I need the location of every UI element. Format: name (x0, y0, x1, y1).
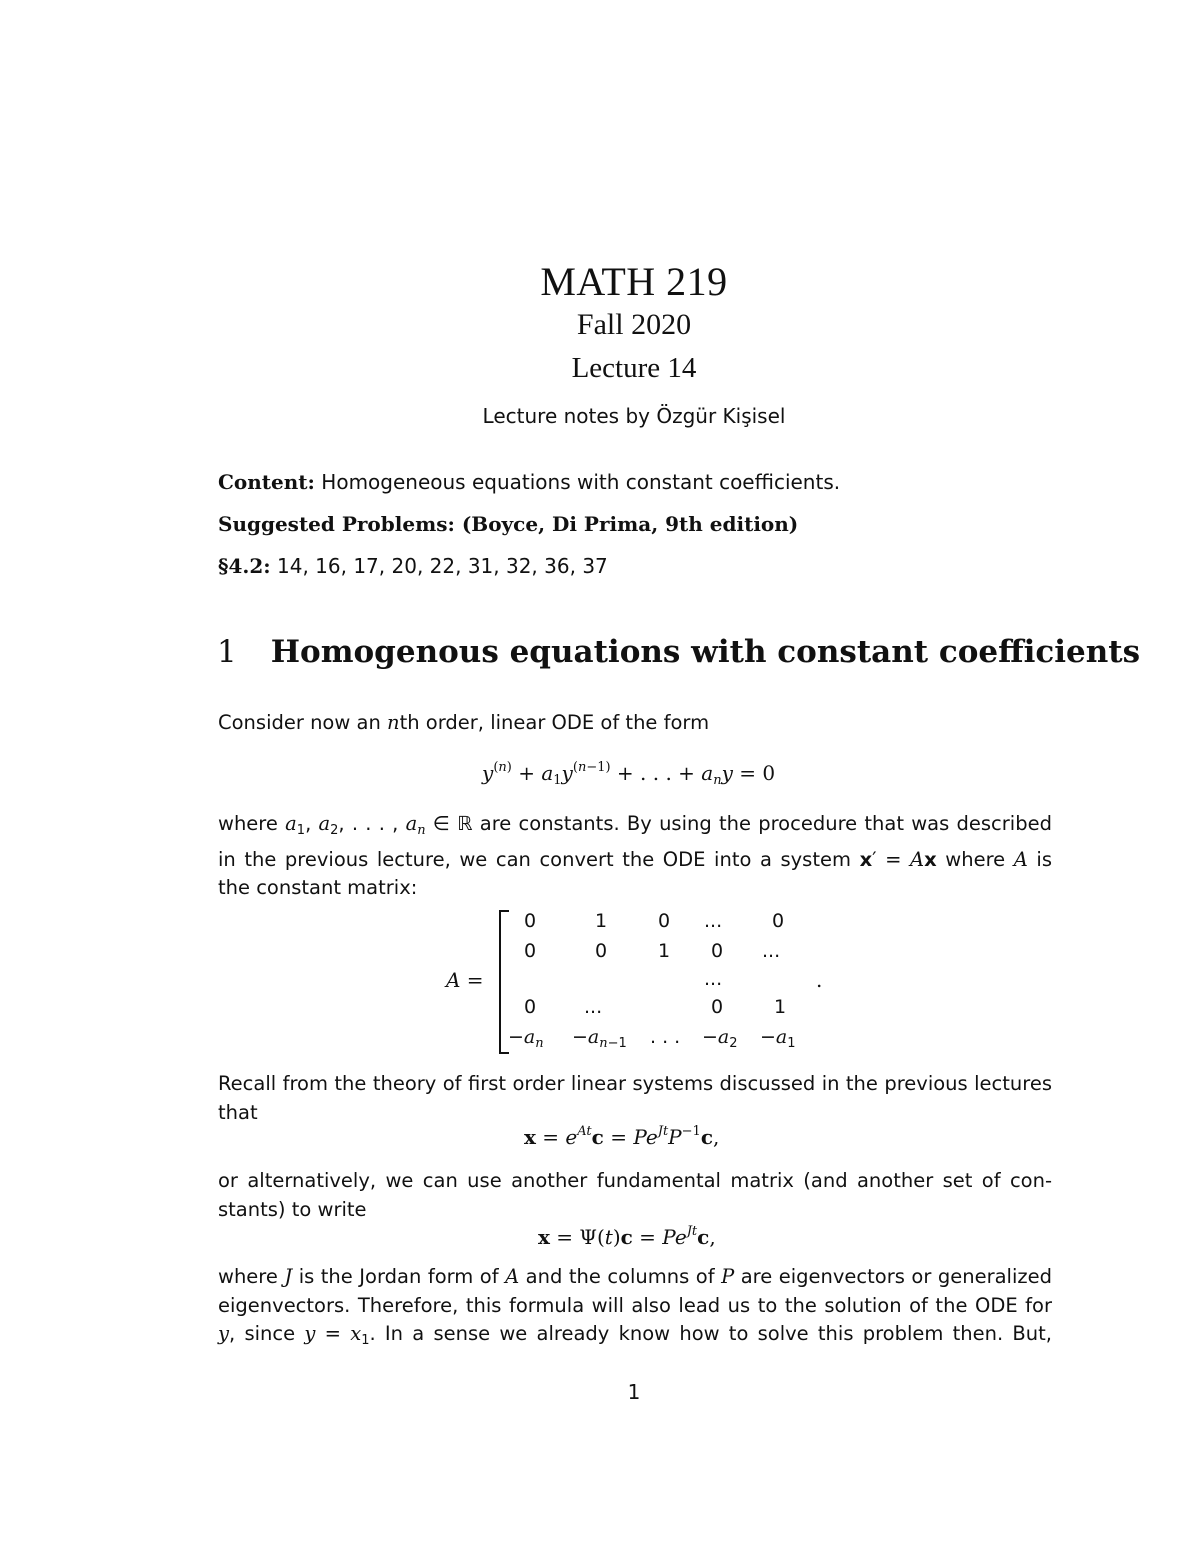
course-title: MATH 219 (540, 259, 728, 304)
suggested-problems-label: Suggested Problems: (Boyce, Di Prima, 9th edition) (218, 512, 799, 536)
matrix-cell: $-a_{n-1}$ (572, 1026, 627, 1051)
matrix-cell: 1 (774, 996, 787, 1018)
content-text: Homogeneous equations with constant coefficients. (321, 470, 841, 494)
intro-paragraph: Consider now an nth order, linear ODE of the form (218, 711, 710, 734)
matrix-cell: $-a_n$ (508, 1026, 544, 1051)
content-line (218, 470, 840, 494)
problem-list-line (218, 554, 608, 578)
conversion-paragraph: where $a_1$, $a_2$, . . . , $a_n$ ∈ ℝ are constants. By using the procedure that was described in the previous lecture, we can convert the ODE into a system x′ = Ax where A is the constant matrix: (218, 812, 1052, 899)
matrix-cell: 0 (772, 910, 785, 932)
matrix-cell: ... (704, 910, 723, 932)
matrix-cell: . . . (650, 1026, 681, 1048)
author-line: Lecture notes by Özgür Kişisel (482, 404, 786, 428)
matrix-cell: 0 (524, 996, 537, 1018)
matrix-cell: 0 (595, 940, 608, 962)
page-number: 1 (627, 1380, 641, 1404)
ode-equation: $y^{(n)} + a_1y^{(n-1)}$ + . . . + $a_ny = 0$ (482, 760, 776, 788)
matrix-cell: 0 (658, 910, 671, 932)
fundamental-matrix-equation: $x = \Psi(t)c = Pe^{Jt}c$, (538, 1224, 716, 1249)
suggested-problems-line (218, 512, 798, 536)
content-label: Content: (218, 470, 315, 494)
matrix-cell: 0 (711, 996, 724, 1018)
matrix-cell: 1 (658, 940, 671, 962)
alternative-paragraph: or alternatively, we can use another fundamental matrix (and another set of con- stants) to write (218, 1169, 1052, 1221)
matrix-cell: ... (704, 968, 723, 990)
matrix-cell: ... (762, 940, 781, 962)
jordan-paragraph: where J is the Jordan form of A and the columns of P are eigenvectors or generalized eigenvectors. Therefore, this formula will also lead us to the solution of the ODE for y, since $y = x_1$. In a sense we already know how to solve this problem then. But, (218, 1265, 1052, 1348)
matrix-cell: ... (584, 996, 603, 1018)
problem-list: 14, 16, 17, 20, 22, 31, 32, 36, 37 (277, 554, 608, 578)
matrix-cell: $-a_2$ (702, 1026, 738, 1051)
matrix-period: . (816, 968, 823, 992)
matrix-cell: 0 (524, 940, 537, 962)
matrix-cell: 0 (524, 910, 537, 932)
section-title: Homogenous equations with constant coefficients (270, 634, 1141, 670)
lecture-number: Lecture 14 (571, 352, 697, 384)
matrix-label: A = (446, 968, 484, 992)
exponential-solution-equation: $x = e^{At}c = Pe^{Jt}P^{-1}c$, (524, 1124, 720, 1149)
section-ref: §4.2: (218, 554, 271, 578)
matrix-cell: 1 (595, 910, 608, 932)
section-heading (217, 634, 1140, 670)
term: Fall 2020 (576, 308, 692, 341)
matrix-cell: 0 (711, 940, 724, 962)
matrix-cell: $-a_1$ (760, 1026, 796, 1051)
recall-paragraph: Recall from the theory of first order linear systems discussed in the previous lectures that (218, 1072, 1052, 1124)
section-number: 1 (217, 634, 237, 670)
